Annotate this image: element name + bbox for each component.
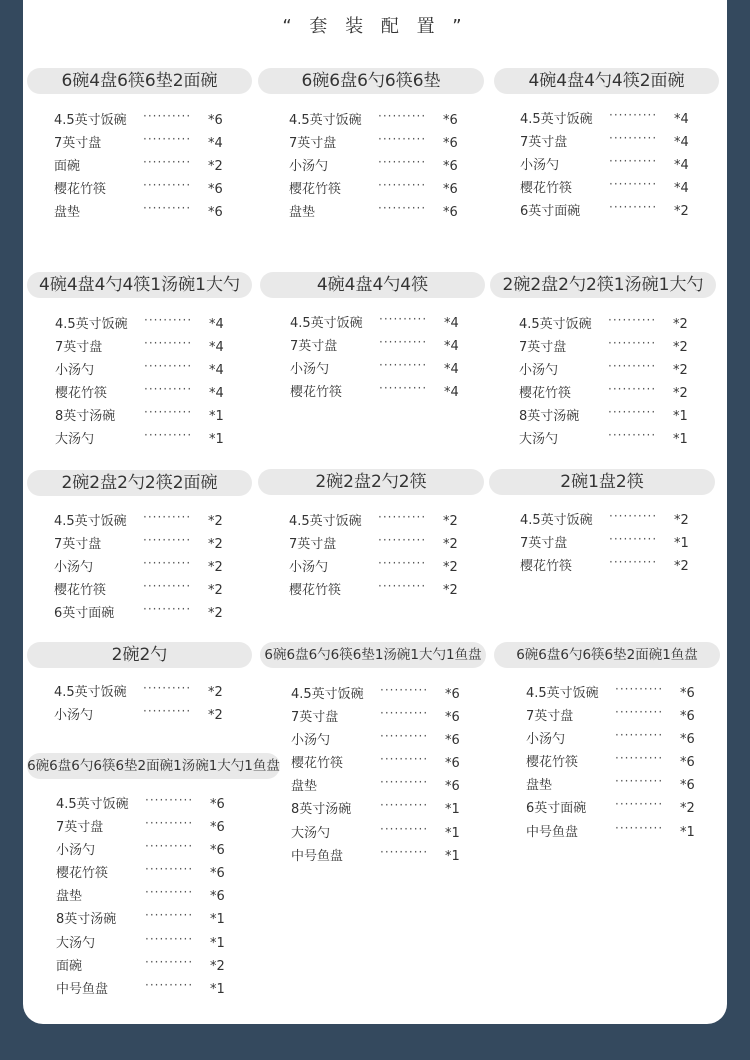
leader-dots: ··········: [144, 382, 193, 397]
set-header: 4碗4盘4勺4筷1汤碗1大勺: [27, 272, 252, 298]
leader-dots: ··········: [144, 405, 193, 420]
item-row: [56, 978, 246, 1001]
item-name: 小汤勺: [289, 159, 329, 175]
item-row: [526, 821, 716, 844]
item-quantity: *1: [445, 825, 460, 841]
leader-dots: ··········: [378, 201, 427, 216]
leader-dots: ··········: [380, 798, 429, 813]
item-quantity: *6: [445, 756, 460, 772]
leader-dots: ··········: [144, 336, 193, 351]
leader-dots: ··········: [380, 729, 429, 744]
item-quantity: *6: [445, 710, 460, 726]
item-quantity: *6: [210, 866, 225, 882]
item-quantity: *6: [445, 733, 460, 749]
item-quantity: *6: [680, 732, 695, 748]
item-name: 8英寸汤碗: [55, 409, 116, 425]
item-quantity: *6: [445, 687, 460, 702]
leader-dots: ··········: [145, 954, 194, 969]
leader-dots: ··········: [378, 155, 427, 170]
set-header: 6碗6盘6勺6筷6垫: [258, 68, 484, 94]
item-quantity: *2: [208, 708, 223, 724]
leader-dots: ··········: [379, 381, 428, 396]
item-name: 樱花竹筷: [526, 755, 579, 771]
item-name: 樱花竹筷: [291, 756, 344, 772]
item-quantity: *2: [210, 958, 225, 974]
item-quantity: *1: [680, 824, 695, 840]
set-header: 6碗4盘6筷6垫2面碗: [27, 68, 252, 94]
item-quantity: *2: [443, 560, 458, 576]
item-quantity: *2: [208, 159, 223, 175]
leader-dots: ··········: [143, 602, 192, 617]
item-row: [289, 201, 479, 224]
leader-dots: ··········: [380, 775, 429, 790]
leader-dots: ··········: [379, 358, 428, 373]
item-list: [291, 683, 481, 868]
item-name: 樱花竹筷: [56, 866, 109, 882]
item-quantity: *2: [208, 606, 223, 622]
item-name: 7英寸盘: [56, 820, 104, 836]
leader-dots: ··········: [143, 704, 192, 719]
item-quantity: *4: [209, 386, 224, 402]
leader-dots: ··········: [615, 728, 664, 743]
item-list: [54, 109, 244, 224]
leader-dots: ··········: [143, 579, 192, 594]
item-row: [290, 381, 480, 404]
item-name: 7英寸盘: [289, 537, 337, 553]
item-quantity: *6: [443, 113, 458, 128]
item-name: 盘垫: [289, 205, 316, 221]
item-quantity: *2: [443, 514, 458, 529]
item-row: [291, 845, 481, 868]
item-name: 樱花竹筷: [54, 583, 107, 599]
item-name: 盘垫: [526, 778, 553, 794]
item-quantity: *4: [444, 316, 459, 331]
leader-dots: ··········: [380, 683, 429, 697]
item-quantity: *2: [208, 537, 223, 553]
item-quantity: *2: [208, 514, 223, 529]
set-header: 2碗2勺: [27, 642, 252, 668]
item-row: [289, 579, 479, 602]
item-name: 7英寸盘: [526, 709, 574, 725]
item-quantity: *2: [208, 560, 223, 576]
item-list: [519, 313, 709, 452]
leader-dots: ··········: [144, 428, 193, 443]
item-quantity: *4: [444, 362, 459, 378]
leader-dots: ··········: [378, 510, 427, 524]
leader-dots: ··········: [378, 556, 427, 571]
item-quantity: *1: [210, 912, 225, 928]
item-name: 6英寸面碗: [520, 204, 581, 220]
leader-dots: ··········: [608, 359, 657, 374]
footer-strip: [0, 1024, 750, 1060]
item-quantity: *1: [445, 848, 460, 864]
item-name: 樱花竹筷: [520, 559, 573, 575]
item-name: 盘垫: [56, 889, 83, 905]
item-name: 小汤勺: [290, 362, 330, 378]
item-name: 樱花竹筷: [290, 385, 343, 401]
item-quantity: *6: [443, 159, 458, 175]
item-quantity: *1: [673, 409, 688, 425]
set-header: 2碗2盘2勺2筷2面碗: [27, 470, 252, 496]
leader-dots: ··········: [145, 862, 194, 877]
item-quantity: *4: [209, 340, 224, 356]
item-quantity: *2: [443, 583, 458, 599]
item-quantity: *6: [680, 755, 695, 771]
item-name: 大汤勺: [519, 432, 559, 448]
item-name: 4.5英寸饭碗: [54, 113, 127, 128]
item-quantity: *1: [445, 802, 460, 818]
item-name: 4.5英寸饭碗: [54, 685, 127, 700]
item-row: [520, 555, 710, 578]
item-quantity: *1: [210, 935, 225, 951]
item-row: [520, 200, 710, 223]
leader-dots: ··········: [378, 109, 427, 123]
item-quantity: *2: [674, 513, 689, 528]
leader-dots: ··········: [145, 908, 194, 923]
item-name: 小汤勺: [56, 843, 96, 859]
item-quantity: *4: [444, 339, 459, 355]
item-row: [54, 704, 244, 727]
leader-dots: ··········: [615, 751, 664, 766]
set-header: 2碗2盘2勺2筷1汤碗1大勺: [490, 272, 716, 298]
item-name: 4.5英寸饭碗: [289, 514, 362, 529]
item-quantity: *2: [673, 386, 688, 402]
leader-dots: ··········: [608, 428, 657, 443]
item-list: [289, 109, 479, 224]
leader-dots: ··········: [608, 382, 657, 397]
leader-dots: ··········: [145, 839, 194, 854]
item-name: 8英寸汤碗: [291, 802, 352, 818]
leader-dots: ··········: [380, 844, 429, 859]
leader-dots: ··········: [615, 705, 664, 720]
leader-dots: ··········: [379, 335, 428, 350]
item-name: 小汤勺: [291, 733, 331, 749]
leader-dots: ··········: [609, 177, 658, 192]
leader-dots: ··········: [378, 533, 427, 548]
item-name: 7英寸盘: [54, 537, 102, 553]
item-quantity: *4: [674, 181, 689, 197]
item-name: 7英寸盘: [520, 536, 568, 552]
item-quantity: *2: [208, 583, 223, 599]
item-list: [290, 312, 480, 404]
item-name: 7英寸盘: [290, 339, 338, 355]
item-name: 樱花竹筷: [520, 181, 573, 197]
leader-dots: ··········: [609, 555, 658, 570]
item-row: [54, 602, 244, 625]
item-quantity: *4: [209, 317, 224, 332]
leader-dots: ··········: [143, 132, 192, 147]
item-name: 8英寸汤碗: [56, 912, 117, 928]
item-name: 小汤勺: [519, 363, 559, 379]
item-name: 樱花竹筷: [54, 182, 107, 198]
item-quantity: *6: [210, 797, 225, 812]
item-name: 盘垫: [291, 779, 318, 795]
item-quantity: *2: [208, 685, 223, 700]
item-name: 4.5英寸饭碗: [290, 316, 363, 331]
item-name: 大汤勺: [291, 825, 331, 841]
leader-dots: ··········: [143, 556, 192, 571]
item-name: 小汤勺: [54, 560, 94, 576]
item-name: 大汤勺: [55, 432, 95, 448]
item-name: 4.5英寸饭碗: [519, 317, 592, 332]
leader-dots: ··········: [145, 931, 194, 946]
leader-dots: ··········: [615, 774, 664, 789]
item-list: [520, 108, 710, 223]
item-quantity: *1: [209, 432, 224, 448]
leader-dots: ··········: [144, 313, 193, 327]
set-header: 4碗4盘4勺4筷2面碗: [494, 68, 719, 94]
item-list: [54, 510, 244, 625]
item-quantity: *6: [208, 182, 223, 198]
item-quantity: *4: [674, 112, 689, 127]
item-quantity: *2: [680, 801, 695, 817]
set-header: 6碗6盘6勺6筷6垫2面碗1鱼盘: [494, 642, 720, 668]
item-quantity: *4: [674, 158, 689, 174]
item-quantity: *2: [674, 559, 689, 575]
item-row: [54, 201, 244, 224]
item-quantity: *6: [680, 686, 695, 701]
leader-dots: ··········: [145, 816, 194, 831]
item-quantity: *2: [673, 363, 688, 379]
item-name: 7英寸盘: [289, 136, 337, 152]
set-header: 4碗4盘4勺4筷: [260, 272, 485, 298]
item-name: 8英寸汤碗: [519, 409, 580, 425]
item-name: 4.5英寸饭碗: [520, 513, 593, 528]
item-name: 4.5英寸饭碗: [526, 686, 599, 701]
item-list: [520, 509, 710, 578]
item-list: [526, 682, 716, 844]
item-name: 4.5英寸饭碗: [54, 514, 127, 529]
leader-dots: ··········: [609, 509, 658, 523]
item-quantity: *6: [210, 843, 225, 859]
item-quantity: *4: [208, 136, 223, 152]
set-header: 2碗1盘2筷: [489, 469, 715, 495]
leader-dots: ··········: [609, 154, 658, 169]
item-quantity: *2: [443, 537, 458, 553]
item-name: 樱花竹筷: [519, 386, 572, 402]
leader-dots: ··········: [143, 155, 192, 170]
item-name: 7英寸盘: [520, 135, 568, 151]
item-name: 4.5英寸饭碗: [56, 797, 129, 812]
item-name: 小汤勺: [289, 560, 329, 576]
item-name: 7英寸盘: [54, 136, 102, 152]
leader-dots: ··········: [144, 359, 193, 374]
set-header: 6碗6盘6勺6筷6垫2面碗1汤碗1大勺1鱼盘: [27, 753, 280, 779]
item-name: 小汤勺: [520, 158, 560, 174]
leader-dots: ··········: [380, 821, 429, 836]
item-name: 6英寸面碗: [54, 606, 115, 622]
leader-dots: ··········: [378, 132, 427, 147]
item-list: [289, 510, 479, 602]
item-quantity: *1: [210, 981, 225, 997]
item-name: 盘垫: [54, 205, 81, 221]
page-title: “ 套 装 配 置 ”: [282, 16, 468, 37]
item-quantity: *6: [208, 205, 223, 221]
leader-dots: ··········: [615, 797, 664, 812]
leader-dots: ··········: [145, 885, 194, 900]
item-name: 7英寸盘: [291, 710, 339, 726]
leader-dots: ··········: [143, 533, 192, 548]
item-quantity: *6: [443, 182, 458, 198]
leader-dots: ··········: [143, 510, 192, 524]
item-name: 6英寸面碗: [526, 801, 587, 817]
item-name: 7英寸盘: [519, 340, 567, 356]
item-quantity: *6: [445, 779, 460, 795]
leader-dots: ··········: [145, 977, 194, 992]
leader-dots: ··········: [143, 681, 192, 695]
leader-dots: ··········: [608, 313, 657, 327]
item-quantity: *6: [210, 889, 225, 905]
item-quantity: *2: [674, 204, 689, 220]
item-name: 樱花竹筷: [289, 182, 342, 198]
item-quantity: *4: [444, 385, 459, 401]
item-name: 面碗: [56, 958, 83, 974]
item-name: 面碗: [54, 159, 81, 175]
item-list: [55, 313, 245, 452]
leader-dots: ··········: [608, 336, 657, 351]
leader-dots: ··········: [379, 312, 428, 326]
item-quantity: *6: [443, 205, 458, 221]
item-name: 中号鱼盘: [291, 848, 344, 864]
leader-dots: ··········: [609, 131, 658, 146]
leader-dots: ··········: [378, 178, 427, 193]
leader-dots: ··········: [143, 178, 192, 193]
item-quantity: *1: [209, 409, 224, 425]
item-list: [56, 793, 246, 1001]
leader-dots: ··········: [608, 405, 657, 420]
item-name: 小汤勺: [55, 363, 95, 379]
leader-dots: ··········: [380, 706, 429, 721]
item-name: 小汤勺: [526, 732, 566, 748]
leader-dots: ··········: [609, 532, 658, 547]
item-quantity: *6: [208, 113, 223, 128]
leader-dots: ··········: [609, 200, 658, 215]
leader-dots: ··········: [615, 820, 664, 835]
set-header: 2碗2盘2勺2筷: [258, 469, 484, 495]
leader-dots: ··········: [378, 579, 427, 594]
item-quantity: *6: [680, 778, 695, 794]
item-name: 大汤勺: [56, 935, 96, 951]
item-row: [519, 428, 709, 451]
item-name: 4.5英寸饭碗: [289, 113, 362, 128]
leader-dots: ··········: [609, 108, 658, 122]
leader-dots: ··········: [143, 201, 192, 216]
item-name: 4.5英寸饭碗: [520, 112, 593, 127]
item-quantity: *2: [673, 317, 688, 332]
item-quantity: *6: [210, 820, 225, 836]
item-name: 樱花竹筷: [289, 583, 342, 599]
leader-dots: ··········: [143, 109, 192, 123]
leader-dots: ··········: [380, 752, 429, 767]
item-quantity: *1: [674, 536, 689, 552]
item-name: 中号鱼盘: [56, 981, 109, 997]
item-list: [54, 681, 244, 727]
item-name: 4.5英寸饭碗: [291, 687, 364, 702]
item-quantity: *6: [443, 136, 458, 152]
item-name: 小汤勺: [54, 708, 94, 724]
item-name: 樱花竹筷: [55, 386, 108, 402]
item-quantity: *1: [673, 432, 688, 448]
leader-dots: ··········: [145, 793, 194, 807]
item-name: 中号鱼盘: [526, 824, 579, 840]
set-header: 6碗6盘6勺6筷6垫1汤碗1大勺1鱼盘: [260, 642, 486, 668]
item-quantity: *4: [209, 363, 224, 379]
item-quantity: *6: [680, 709, 695, 725]
item-name: 4.5英寸饭碗: [55, 317, 128, 332]
item-name: 7英寸盘: [55, 340, 103, 356]
item-row: [55, 428, 245, 451]
item-quantity: *4: [674, 135, 689, 151]
leader-dots: ··········: [615, 682, 664, 696]
item-quantity: *2: [673, 340, 688, 356]
